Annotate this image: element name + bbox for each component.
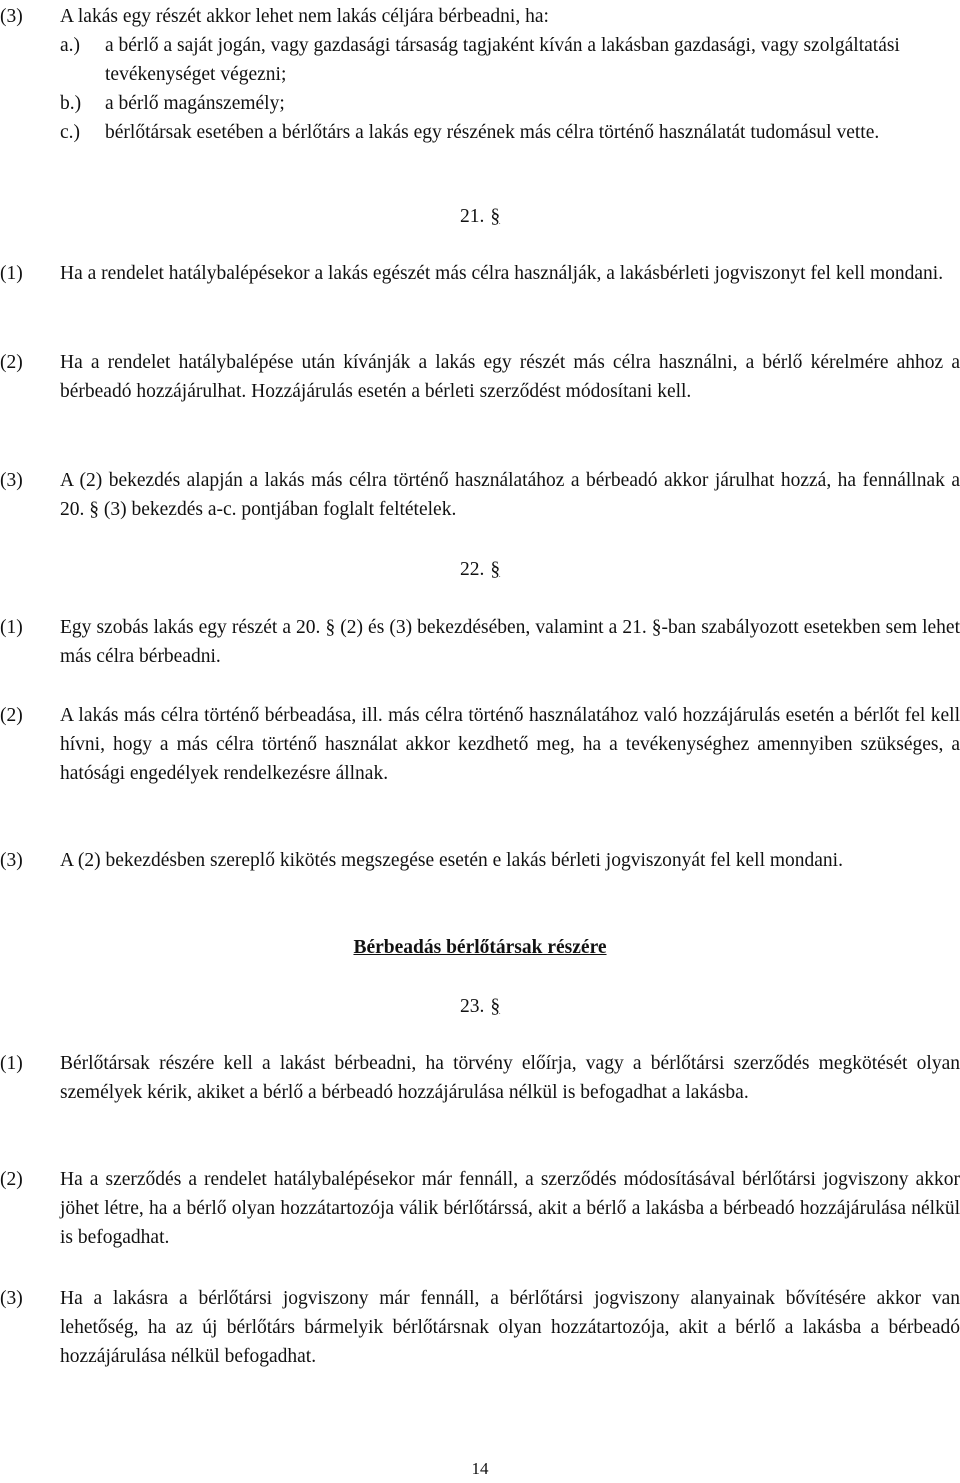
list-item-text: a bérlő magánszemély; xyxy=(105,93,285,114)
paragraph-number: (3) xyxy=(0,1288,23,1309)
paragraph-text: Ha a rendelet hatálybalépése után kívánják a lakás egy részét más célra használni, a bérlő kérelmére ahhoz a bérbeadó hozzájárulhat. Hozzájárulás esetén a bérleti szerződést módosítani kell. xyxy=(60,352,960,402)
paragraph-number: (3) xyxy=(0,470,23,491)
paragraph-21-3 xyxy=(0,466,960,524)
list-item-label: b.) xyxy=(60,93,82,114)
section-number: 23. xyxy=(459,996,485,1017)
paragraph-number: (2) xyxy=(0,705,23,726)
chapter-title: Bérbeadás bérlőtársak részére xyxy=(353,937,607,958)
list-item-a xyxy=(60,31,960,89)
paragraph-22-2 xyxy=(0,701,960,788)
section-heading-23 xyxy=(0,992,960,1021)
paragraph-23-2 xyxy=(0,1165,960,1252)
section-heading-22 xyxy=(0,555,960,584)
paragraph-21-2 xyxy=(0,348,960,406)
paragraph-23-1 xyxy=(0,1049,960,1107)
paragraph-text: Ha a szerződés a rendelet hatálybalépésekor már fennáll, a szerződés módosításával bérlőtársi jogviszony akkor jöhet létre, ha a bérlő olyan hozzátartozója válik bérlőtárssá, akit a bérlő a lakásba a bérbeadó hozzájárulása nélkül is befogadhat. xyxy=(60,1169,960,1248)
list-item-label: a.) xyxy=(60,35,81,56)
section-number: 22. xyxy=(459,559,485,580)
paragraph-number: (3) xyxy=(0,6,23,27)
paragraph-23-3 xyxy=(0,1284,960,1371)
paragraph-text: Ha a lakásra a bérlőtársi jogviszony már fennáll, a bérlőtársi jogviszony alanyainak bővítésére akkor van lehetőség, ha az új bérlőtárs bármelyik bérlőtársnak olyan hozzátartozója, akit a bérlő a lakásba a bérbeadó hozzájárulása nélkül befogadhat. xyxy=(60,1288,960,1367)
section-number: 21. xyxy=(459,206,485,227)
paragraph-number: (2) xyxy=(0,352,23,373)
paragraph-text: A lakás más célra történő bérbeadása, ill. más célra történő használatához való hozzájárulás esetén a bérlőt fel kell hívni, hogy a más célra történő használat akkor kezdhető meg, ha a tevékenységhez amennyiben szükséges, a hatósági engedélyek rendelkezésre állnak. xyxy=(60,705,960,784)
list-item-text: bérlőtársak esetében a bérlőtárs a lakás egy részének más célra történő használatát tudomásul vette. xyxy=(105,122,880,143)
page-number: 14 xyxy=(471,1459,489,1478)
section-heading-21 xyxy=(0,202,960,231)
list-item-b xyxy=(60,89,960,118)
section-mark: § xyxy=(490,996,501,1017)
section-mark: § xyxy=(490,559,501,580)
paragraph-text: Egy szobás lakás egy részét a 20. § (2) és (3) bekezdésében, valamint a 21. §-ban szabályozott esetekben sem lehet más célra bérbeadni. xyxy=(60,617,960,667)
paragraph-text: A (2) bekezdésben szereplő kikötés megszegése esetén e lakás bérleti jogviszonyát fel kell mondani. xyxy=(60,850,843,871)
paragraph-text: Bérlőtársak részére kell a lakást bérbeadni, ha törvény előírja, vagy a bérlőtársi szerződés megkötését olyan személyek kérik, akiket a bérlő a bérbeadó hozzájárulása nélkül is befogadhat a lakásba. xyxy=(60,1053,960,1103)
paragraph-21-1 xyxy=(0,259,960,288)
paragraph-text: A (2) bekezdés alapján a lakás más célra történő használatához a bérbeadó akkor járulhat hozzá, ha fennállnak a 20. § (3) bekezdés a-c. pontjában foglalt feltételek. xyxy=(60,470,960,520)
paragraph-number: (2) xyxy=(0,1169,23,1190)
paragraph-text: Ha a rendelet hatálybalépésekor a lakás egészét más célra használják, a lakásbérleti jogviszonyt fel kell mondani. xyxy=(60,263,944,284)
paragraph-number: (1) xyxy=(0,1053,23,1074)
list-item-c xyxy=(60,118,960,147)
paragraph-22-1 xyxy=(0,613,960,671)
section-mark: § xyxy=(490,206,501,227)
paragraph-number: (1) xyxy=(0,263,23,284)
list-item-label: c.) xyxy=(60,122,81,143)
paragraph-22-3 xyxy=(0,846,960,875)
paragraph-number: (3) xyxy=(0,850,23,871)
paragraph-number: (1) xyxy=(0,617,23,638)
paragraph-text: A lakás egy részét akkor lehet nem lakás céljára bérbeadni, ha: xyxy=(60,6,549,27)
list-item-text: a bérlő a saját jogán, vagy gazdasági társaság tagjaként kíván a lakásban gazdasági, vagy szolgáltatási tevékenységet végezni; xyxy=(105,35,900,85)
paragraph-20-3 xyxy=(0,2,960,147)
